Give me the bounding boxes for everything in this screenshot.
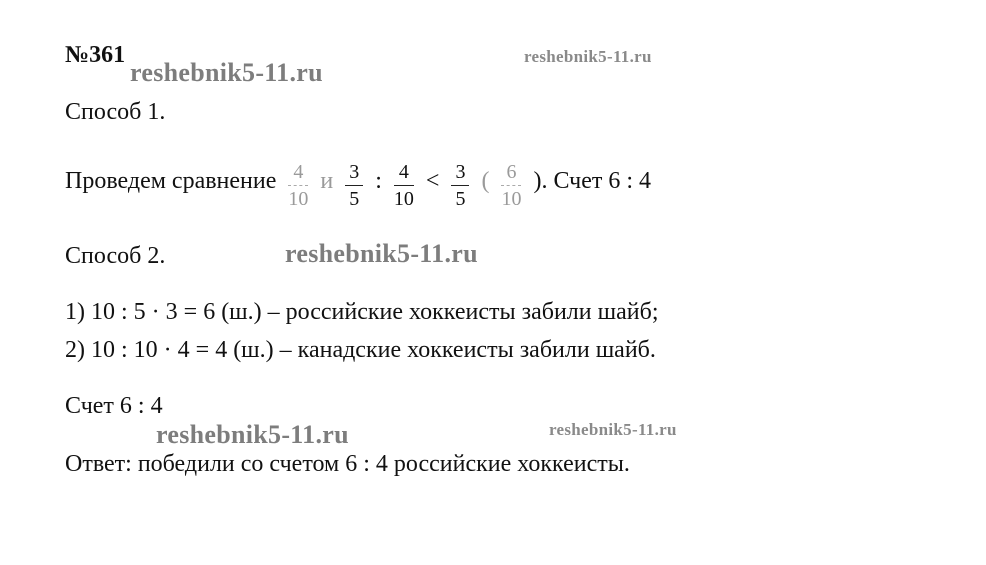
problem-number: №361 bbox=[65, 42, 126, 68]
fraction-numerator: 4 bbox=[293, 161, 304, 183]
method1-heading: Способ 1. bbox=[65, 99, 166, 125]
fraction-bar bbox=[501, 185, 521, 186]
answer-line: Ответ: победили со счетом 6 : 4 российские хоккеисты. bbox=[65, 451, 630, 477]
fraction-numerator: 4 bbox=[398, 161, 409, 183]
comparison-tail: ). Счет 6 : 4 bbox=[533, 168, 652, 195]
fraction-numerator: 6 bbox=[506, 161, 517, 183]
comparison-line bbox=[65, 158, 652, 210]
fraction-denominator: 10 bbox=[288, 188, 309, 210]
fraction-numerator: 3 bbox=[455, 161, 466, 183]
fraction-c bbox=[394, 161, 414, 210]
fraction-e bbox=[501, 161, 521, 210]
method2-heading: Способ 2. bbox=[65, 243, 166, 269]
step-1: 1) 10 : 5 · 3 = 6 (ш.) – российские хоккеисты забили шайб; bbox=[65, 299, 659, 325]
fraction-denominator: 5 bbox=[349, 188, 360, 210]
score-line: Счет 6 : 4 bbox=[65, 393, 163, 419]
fraction-a bbox=[288, 161, 308, 210]
fraction-denominator: 5 bbox=[455, 188, 466, 210]
watermark: reshebnik5-11.ru bbox=[156, 420, 349, 449]
fraction-bar bbox=[288, 185, 308, 186]
and-word: и bbox=[320, 168, 334, 195]
watermark: reshebnik5-11.ru bbox=[549, 420, 677, 439]
fraction-numerator: 3 bbox=[349, 161, 360, 183]
watermark: reshebnik5-11.ru bbox=[524, 47, 652, 66]
paren-open: ( bbox=[481, 168, 490, 195]
less-sign: < bbox=[425, 168, 440, 195]
compare-text: Проведем сравнение bbox=[65, 168, 277, 195]
fraction-denominator: 10 bbox=[393, 188, 414, 210]
colon: : bbox=[375, 168, 382, 195]
watermark: reshebnik5-11.ru bbox=[285, 239, 478, 268]
fraction-denominator: 10 bbox=[501, 188, 522, 210]
fraction-b bbox=[345, 161, 363, 210]
fraction-d bbox=[451, 161, 469, 210]
step-2: 2) 10 : 10 · 4 = 4 (ш.) – канадские хоккеисты забили шайб. bbox=[65, 337, 656, 363]
fraction-bar bbox=[451, 185, 469, 186]
watermark: reshebnik5-11.ru bbox=[130, 58, 323, 87]
fraction-bar bbox=[345, 185, 363, 186]
fraction-bar bbox=[394, 185, 414, 186]
